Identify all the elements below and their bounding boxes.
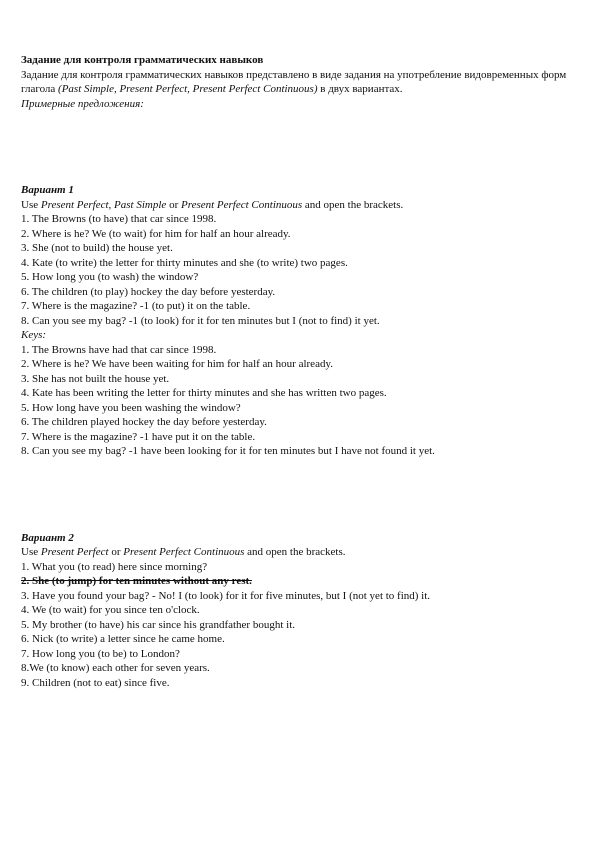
variant1-heading: Вариант 1 <box>21 184 74 196</box>
intro-paragraph <box>21 68 581 97</box>
intro-text-before: Задание для контроля грамматических навыков представлено в виде задания на употребление видовременных форм глагола <box>21 68 567 95</box>
intro-verb-forms: (Past Simple, Present Perfect, Present Perfect Continuous) <box>58 83 318 95</box>
instr-form2: Present Perfect Continuous <box>180 198 303 211</box>
blank-space <box>21 111 581 183</box>
list-item: 8. Can you see my bag? -1 (to look) for it for ten minutes but I (not to find) it yet. <box>21 314 380 327</box>
list-item: 6. Nick (to write) a letter since he came home. <box>21 633 225 645</box>
variant1-instruction <box>21 198 581 213</box>
list-item: 1. What you (to read) here since morning? <box>21 560 208 573</box>
list-item: 3. Have you found your bag? - No! I (to look) for it for five minutes, but I (not yet to find) it. <box>21 589 431 602</box>
instr-form1: Present Perfect, Past Simple <box>40 198 167 211</box>
instr-form2: Present Perfect Continuous <box>123 546 245 558</box>
instr-or: or <box>108 546 124 558</box>
variant1-exercise-list <box>21 212 581 328</box>
key-item: 7. Where is the magazine? -1 have put it on the table. <box>21 430 256 443</box>
list-item: 5. How long you (to wash) the window? <box>21 271 199 283</box>
list-item: 6. The children (to play) hockey the day before yesterday. <box>21 285 276 298</box>
instr-use: Use <box>21 198 41 211</box>
list-item: 1. The Browns (to have) that car since 1998. <box>21 213 217 225</box>
key-item: 4. Kate has been writing the letter for thirty minutes and she has written two pages. <box>21 387 387 399</box>
key-item: 6. The children played hockey the day before yesterday. <box>21 416 267 428</box>
blank-space <box>21 459 581 531</box>
document-title: Задание для контроля грамматических навыков <box>21 54 264 66</box>
instr-end: and open the brackets. <box>302 198 404 211</box>
list-item: 8.We (to know) each other for seven years. <box>21 662 210 674</box>
key-item: 2. Where is he? We have been waiting for him for half an hour already. <box>21 358 333 370</box>
document-page <box>21 53 581 690</box>
key-item: 3. She has not built the house yet. <box>21 372 170 385</box>
list-item: 2. Where is he? We (to wait) for him for half an hour already. <box>21 227 291 240</box>
instr-end: and open the brackets. <box>244 546 346 558</box>
list-item: 3. She (not to build) the house yet. <box>21 242 173 254</box>
list-item: 4. Kate (to write) the letter for thirty minutes and she (to write) two pages. <box>21 256 348 269</box>
list-item: 7. How long you (to be) to London? <box>21 647 180 660</box>
list-item-struck: 2. She (to jump) for ten minutes without any rest. <box>21 575 252 587</box>
list-item: 5. My brother (to have) his car since his grandfather bought it. <box>21 618 296 631</box>
instr-form1: Present Perfect <box>40 546 109 558</box>
instr-use: Use <box>21 546 41 558</box>
list-item: 9. Children (not to eat) since five. <box>21 676 170 689</box>
intro-text-after: в двух вариантах. <box>317 83 403 95</box>
variant2-exercise-list <box>21 560 581 691</box>
list-item: 7. Where is the magazine? -1 (to put) it on the table. <box>21 300 251 312</box>
keys-label: Keys: <box>21 329 47 341</box>
variant2-instruction <box>21 545 581 560</box>
variant2-heading: Вариант 2 <box>21 531 74 544</box>
key-item: 1. The Browns have had that car since 1998. <box>21 343 217 356</box>
instr-or: or <box>166 198 181 211</box>
variant1-keys-list <box>21 343 581 459</box>
examples-label: Примерные предложения: <box>21 97 144 110</box>
list-item: 4. We (to wait) for you since ten o'clock. <box>21 604 200 616</box>
key-item: 5. How long have you been washing the window? <box>21 401 241 414</box>
key-item: 8. Can you see my bag? -1 have been looking for it for ten minutes but I have not found it yet. <box>21 445 435 457</box>
